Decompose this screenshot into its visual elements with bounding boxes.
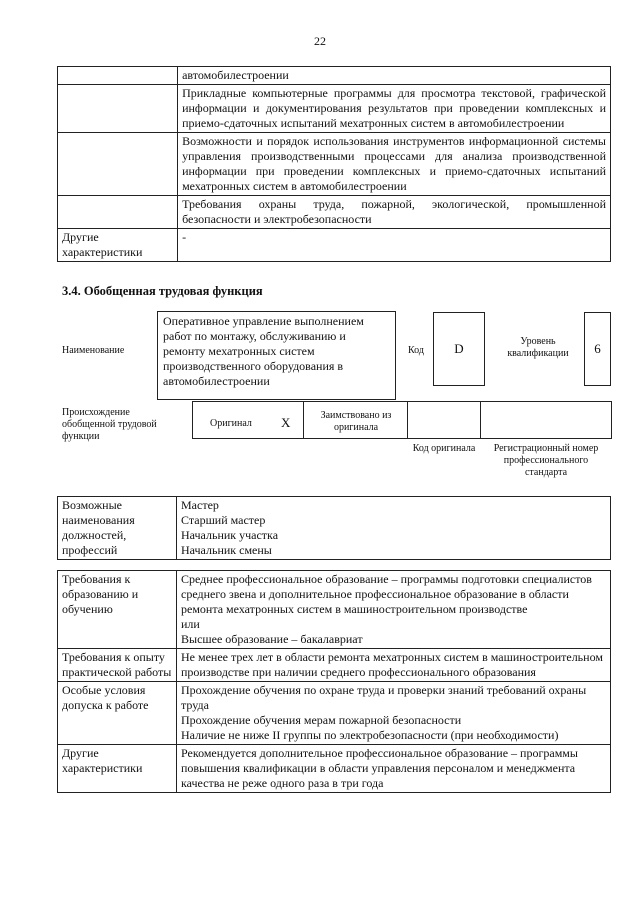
text-line: Высшее образование – бакалавриат	[181, 632, 363, 646]
positions-label: Возможные наименования должностей, профессий	[58, 497, 177, 560]
table-cell-right: Возможности и порядок использования инструментов информационной системы управления производственными процессами для анализа производственной информации при проведении комплексных и приемо-сдаточных испытаний мехатронных систем в автомобилестроении	[178, 133, 611, 196]
requirements-education-label: Требования к образованию и обучению	[58, 571, 177, 649]
level-label: Уровень квалификации	[507, 336, 569, 359]
origin-border-v4	[480, 401, 481, 439]
table-cell-left: Другие характеристики	[58, 229, 178, 262]
table-cell-left	[58, 196, 178, 229]
list-item: Старший мастер	[181, 513, 266, 527]
origin-bottom-border	[192, 438, 612, 439]
origin-border-v3	[407, 401, 408, 439]
text-line: Наличие не ниже II группы по электробезопасности (при необходимости)	[181, 728, 559, 742]
requirements-admission-value	[177, 682, 611, 745]
text-line: Среднее профессиональное образование – программы подготовки специалистов среднего звена и дополнительное профессиональное образование в области ремонта мехатронных систем в машиностроительном производстве	[181, 572, 592, 616]
origin-border-v2	[303, 401, 304, 439]
section-title: 3.4. Обобщенная трудовая функция	[62, 284, 263, 298]
origin-label: Происхождение обобщенной трудовой функции	[62, 407, 157, 442]
page-number: 22	[314, 34, 326, 48]
table-cell-right: Прикладные компьютерные программы для просмотра текстовой, графической информации и документирования результатов при проведении комплексных и приемо-сдаточных испытаний мехатронных систем в автомобилестроении	[178, 85, 611, 133]
requirements-education-value	[177, 571, 611, 649]
list-item: Начальник участка	[181, 528, 279, 542]
table-row	[58, 497, 611, 560]
level-value: 6	[584, 312, 611, 386]
positions-table	[57, 496, 611, 560]
requirements-other-label: Другие характеристики	[58, 745, 177, 793]
table-row	[58, 85, 611, 133]
table-cell-right: Требования охраны труда, пожарной, экологической, промышленной безопасности и электробезопасности	[178, 196, 611, 229]
text-line: Прохождение обучения по охране труда и проверки знаний требований охраны труда	[181, 683, 587, 712]
table-row	[58, 196, 611, 229]
table-row	[58, 682, 611, 745]
table-row	[58, 67, 611, 85]
code-original-caption: Код оригинала	[412, 443, 476, 454]
requirements-table	[57, 570, 611, 793]
table-cell-left	[58, 85, 178, 133]
name-value: Оперативное управление выполнением работ по монтажу, обслуживанию и ремонту мехатронных систем производственного оборудования в автомобилестроении	[157, 311, 396, 400]
original-mark: X	[281, 415, 291, 430]
requirements-experience-value	[177, 649, 611, 682]
top-table	[57, 66, 611, 262]
text-line: Не менее трех лет в области ремонта мехатронных систем в машиностроительном производстве при наличии среднего профессионального образования	[181, 650, 603, 679]
list-item: Мастер	[181, 498, 219, 512]
reg-number-caption: Регистрационный номер профессионального стандарта	[493, 443, 599, 478]
table-cell-right: -	[178, 229, 611, 262]
name-label: Наименование	[62, 345, 125, 356]
origin-border-v1	[192, 401, 193, 439]
text-line: или	[181, 617, 200, 631]
requirements-other-value	[177, 745, 611, 793]
table-row	[58, 745, 611, 793]
text-line: Прохождение обучения мерам пожарной безопасности	[181, 713, 462, 727]
table-row	[58, 133, 611, 196]
requirements-experience-label: Требования к опыту практической работы	[58, 649, 177, 682]
table-row	[58, 229, 611, 262]
text-line: Рекомендуется дополнительное профессиональное образование – программы повышения квалификации в области управления персоналом и менеджмента качества не реже одного раза в три года	[181, 746, 578, 790]
code-label: Код	[408, 345, 424, 356]
table-cell-left	[58, 133, 178, 196]
original-label: Оригинал	[210, 418, 252, 429]
list-item: Начальник смены	[181, 543, 272, 557]
code-value: D	[433, 312, 485, 386]
positions-list	[177, 497, 611, 560]
origin-border-v5	[611, 401, 612, 439]
table-row	[58, 571, 611, 649]
table-cell-left	[58, 67, 178, 85]
requirements-admission-label: Особые условия допуска к работе	[58, 682, 177, 745]
origin-top-border	[192, 401, 612, 402]
table-row	[58, 649, 611, 682]
table-cell-right: автомобилестроении	[178, 67, 611, 85]
borrowed-label: Заимствовано из оригинала	[320, 410, 392, 433]
